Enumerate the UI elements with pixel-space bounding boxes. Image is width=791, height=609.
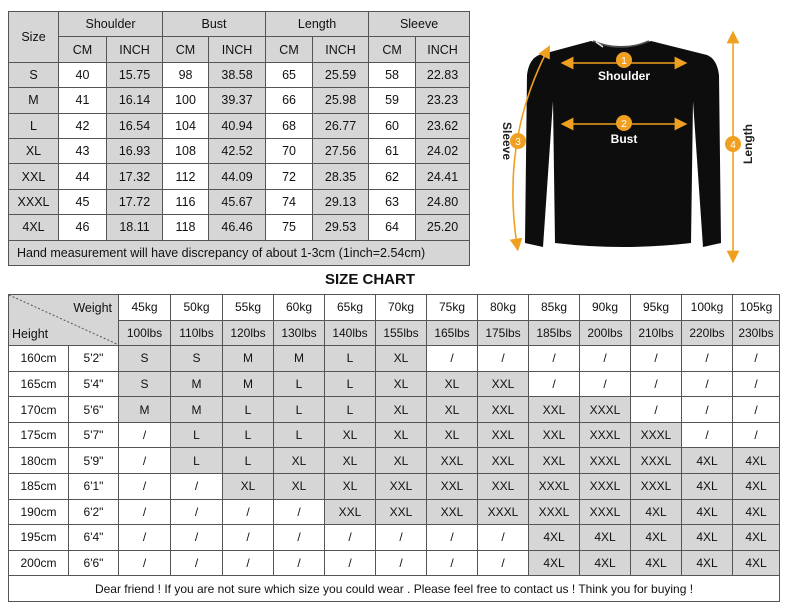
weight-kg-header: 50kg xyxy=(171,295,223,321)
size-recommendation-cell: / xyxy=(274,550,325,576)
weight-lbs-header: 175lbs xyxy=(478,320,529,346)
size-recommendation-cell: / xyxy=(733,422,780,448)
measurement-value: 63 xyxy=(369,189,416,214)
size-recommendation-cell: / xyxy=(529,346,580,372)
unit-header: CM xyxy=(369,37,416,62)
size-recommendation-cell: L xyxy=(274,422,325,448)
measurement-value: 118 xyxy=(163,215,209,240)
size-recommendation-cell: XXL xyxy=(478,422,529,448)
measurement-value: 23.62 xyxy=(416,113,470,138)
size-recommendation-cell: / xyxy=(119,422,171,448)
measurement-value: 75 xyxy=(266,215,313,240)
height-cm-cell: 180cm xyxy=(9,448,69,474)
size-recommendation-cell: / xyxy=(274,499,325,525)
size-recommendation-cell: XXL xyxy=(478,448,529,474)
size-recommendation-cell: L xyxy=(325,346,376,372)
weight-kg-header: 75kg xyxy=(427,295,478,321)
size-recommendation-cell: S xyxy=(171,346,223,372)
size-recommendation-cell: / xyxy=(376,550,427,576)
size-recommendation-cell: XL xyxy=(325,422,376,448)
size-recommendation-cell: XXXL xyxy=(580,422,631,448)
measurement-value: 38.58 xyxy=(209,62,266,87)
size-recommendation-cell: / xyxy=(733,397,780,423)
sleeve-label: Sleeve xyxy=(500,121,514,161)
size-cell: S xyxy=(9,62,59,87)
size-recommendation-cell: L xyxy=(325,397,376,423)
size-recommendation-cell: 4XL xyxy=(682,448,733,474)
size-recommendation-cell: XXXL xyxy=(631,422,682,448)
measurement-value: 23.23 xyxy=(416,88,470,113)
size-recommendation-cell: / xyxy=(529,371,580,397)
height-cm-cell: 175cm xyxy=(9,422,69,448)
size-header: Size xyxy=(9,12,59,63)
measurement-value: 100 xyxy=(163,88,209,113)
size-chart-row xyxy=(9,397,780,423)
height-ft-cell: 6'2" xyxy=(69,499,119,525)
shoulder-label: Shoulder xyxy=(597,69,651,83)
measurement-value: 18.11 xyxy=(107,215,163,240)
size-recommendation-cell: / xyxy=(223,499,274,525)
size-recommendation-cell: XXL xyxy=(376,474,427,500)
size-recommendation-cell: / xyxy=(631,346,682,372)
size-recommendation-cell: L xyxy=(223,397,274,423)
measurement-value: 40.94 xyxy=(209,113,266,138)
size-recommendation-cell: M xyxy=(171,371,223,397)
size-recommendation-cell: 4XL xyxy=(733,550,780,576)
height-ft-cell: 5'9" xyxy=(69,448,119,474)
garment-diagram-svg xyxy=(471,11,781,266)
size-chart-row xyxy=(9,448,780,474)
measurement-value: 46.46 xyxy=(209,215,266,240)
size-recommendation-cell: XL xyxy=(427,397,478,423)
height-cm-cell: 160cm xyxy=(9,346,69,372)
sleeve-number: 3 xyxy=(515,137,521,148)
bust-number: 2 xyxy=(621,119,627,130)
measurement-row xyxy=(9,138,470,163)
height-ft-cell: 5'4" xyxy=(69,371,119,397)
size-cell: M xyxy=(9,88,59,113)
measurement-value: 42 xyxy=(59,113,107,138)
size-recommendation-cell: / xyxy=(119,525,171,551)
size-recommendation-cell: / xyxy=(119,474,171,500)
size-recommendation-cell: 4XL xyxy=(682,550,733,576)
height-ft-cell: 6'4" xyxy=(69,525,119,551)
size-recommendation-cell: / xyxy=(631,397,682,423)
size-recommendation-cell: S xyxy=(119,346,171,372)
size-recommendation-cell: XXL xyxy=(529,448,580,474)
size-recommendation-cell: / xyxy=(171,474,223,500)
size-recommendation-cell: XXXL xyxy=(580,499,631,525)
measurement-value: 22.83 xyxy=(416,62,470,87)
size-recommendation-cell: / xyxy=(427,525,478,551)
weight-lbs-header: 130lbs xyxy=(274,320,325,346)
measurement-value: 44 xyxy=(59,164,107,189)
size-recommendation-cell: / xyxy=(376,525,427,551)
size-recommendation-cell: 4XL xyxy=(631,499,682,525)
size-recommendation-cell: / xyxy=(119,550,171,576)
unit-header: INCH xyxy=(107,37,163,62)
size-recommendation-cell: XXXL xyxy=(631,474,682,500)
measurement-value: 41 xyxy=(59,88,107,113)
size-recommendation-cell: XXXL xyxy=(529,474,580,500)
size-recommendation-cell: 4XL xyxy=(631,525,682,551)
size-recommendation-cell: / xyxy=(427,550,478,576)
height-cm-cell: 165cm xyxy=(9,371,69,397)
bust-label: Bust xyxy=(610,132,638,146)
unit-header: CM xyxy=(59,37,107,62)
weight-lbs-header: 185lbs xyxy=(529,320,580,346)
size-recommendation-cell: XXL xyxy=(529,397,580,423)
size-recommendation-cell: / xyxy=(119,499,171,525)
weight-kg-header: 60kg xyxy=(274,295,325,321)
size-recommendation-cell: 4XL xyxy=(631,550,682,576)
size-chart-row xyxy=(9,550,780,576)
measurement-value: 45 xyxy=(59,189,107,214)
size-chart-row xyxy=(9,422,780,448)
size-recommendation-cell: / xyxy=(478,346,529,372)
measurement-value: 16.54 xyxy=(107,113,163,138)
size-recommendation-cell: L xyxy=(171,422,223,448)
size-recommendation-cell: S xyxy=(119,371,171,397)
size-recommendation-cell: XL xyxy=(274,448,325,474)
length-number: 4 xyxy=(730,140,736,151)
measurement-value: 68 xyxy=(266,113,313,138)
size-chart-row xyxy=(9,525,780,551)
weight-kg-header: 90kg xyxy=(580,295,631,321)
size-cell: XXL xyxy=(9,164,59,189)
size-recommendation-cell: XXL xyxy=(529,422,580,448)
size-recommendation-cell: XL xyxy=(376,371,427,397)
measurement-value: 116 xyxy=(163,189,209,214)
size-recommendation-cell: M xyxy=(274,346,325,372)
size-recommendation-cell: / xyxy=(274,525,325,551)
measure-group-header: Length xyxy=(266,12,369,37)
weight-lbs-header: 230lbs xyxy=(733,320,780,346)
size-recommendation-cell: / xyxy=(171,525,223,551)
size-recommendation-cell: M xyxy=(223,371,274,397)
size-recommendation-cell: XXL xyxy=(427,448,478,474)
size-recommendation-cell: XXL xyxy=(325,499,376,525)
size-recommendation-cell: / xyxy=(733,346,780,372)
size-recommendation-cell: 4XL xyxy=(733,525,780,551)
weight-lbs-header: 220lbs xyxy=(682,320,733,346)
size-chart-table xyxy=(8,294,780,602)
measurement-value: 16.93 xyxy=(107,138,163,163)
measurement-value: 15.75 xyxy=(107,62,163,87)
measurement-value: 24.41 xyxy=(416,164,470,189)
measurement-value: 45.67 xyxy=(209,189,266,214)
height-cm-cell: 200cm xyxy=(9,550,69,576)
measurement-row xyxy=(9,215,470,240)
size-recommendation-cell: XXXL xyxy=(580,474,631,500)
measurement-row xyxy=(9,88,470,113)
height-cm-cell: 170cm xyxy=(9,397,69,423)
weight-lbs-header: 120lbs xyxy=(223,320,274,346)
measurement-value: 65 xyxy=(266,62,313,87)
size-recommendation-cell: XL xyxy=(376,397,427,423)
weight-lbs-header: 110lbs xyxy=(171,320,223,346)
size-recommendation-cell: XXL xyxy=(427,474,478,500)
unit-header: INCH xyxy=(416,37,470,62)
weight-lbs-header: 200lbs xyxy=(580,320,631,346)
measurement-value: 17.72 xyxy=(107,189,163,214)
size-recommendation-cell: / xyxy=(682,371,733,397)
size-recommendation-cell: / xyxy=(682,422,733,448)
size-recommendation-cell: / xyxy=(478,550,529,576)
measurement-value: 98 xyxy=(163,62,209,87)
unit-header: INCH xyxy=(209,37,266,62)
size-cell: 4XL xyxy=(9,215,59,240)
unit-header: CM xyxy=(163,37,209,62)
size-recommendation-cell: / xyxy=(631,371,682,397)
size-recommendation-cell: 4XL xyxy=(682,499,733,525)
measurement-value: 108 xyxy=(163,138,209,163)
shoulder-number: 1 xyxy=(621,56,627,67)
measurement-value: 16.14 xyxy=(107,88,163,113)
measurement-value: 58 xyxy=(369,62,416,87)
weight-lbs-header: 155lbs xyxy=(376,320,427,346)
size-recommendation-cell: / xyxy=(427,346,478,372)
height-axis-label: Height xyxy=(12,327,49,342)
size-recommendation-cell: / xyxy=(223,525,274,551)
size-cell: XXXL xyxy=(9,189,59,214)
size-recommendation-cell: XXXL xyxy=(580,448,631,474)
size-recommendation-cell: XXXL xyxy=(529,499,580,525)
size-recommendation-cell: XXL xyxy=(478,371,529,397)
size-recommendation-cell: 4XL xyxy=(529,550,580,576)
size-recommendation-cell: XL xyxy=(325,474,376,500)
size-recommendation-cell: XXXL xyxy=(478,499,529,525)
measurement-value: 112 xyxy=(163,164,209,189)
measurement-table xyxy=(8,11,470,266)
size-recommendation-cell: / xyxy=(223,550,274,576)
size-recommendation-cell: M xyxy=(223,346,274,372)
size-recommendation-cell: M xyxy=(119,397,171,423)
size-recommendation-cell: L xyxy=(223,448,274,474)
measurement-value: 72 xyxy=(266,164,313,189)
size-recommendation-cell: L xyxy=(171,448,223,474)
weight-lbs-header: 210lbs xyxy=(631,320,682,346)
height-cm-cell: 195cm xyxy=(9,525,69,551)
measurement-value: 17.32 xyxy=(107,164,163,189)
size-recommendation-cell: L xyxy=(223,422,274,448)
size-chart-row xyxy=(9,371,780,397)
size-recommendation-cell: / xyxy=(478,525,529,551)
size-recommendation-cell: 4XL xyxy=(529,525,580,551)
measurement-row xyxy=(9,113,470,138)
height-ft-cell: 6'6" xyxy=(69,550,119,576)
size-recommendation-cell: / xyxy=(171,550,223,576)
size-recommendation-cell: XL xyxy=(223,474,274,500)
weight-kg-header: 70kg xyxy=(376,295,427,321)
measurement-value: 25.59 xyxy=(313,62,369,87)
measurement-value: 25.20 xyxy=(416,215,470,240)
measurement-value: 62 xyxy=(369,164,416,189)
size-recommendation-cell: M xyxy=(171,397,223,423)
size-recommendation-cell: / xyxy=(682,346,733,372)
weight-kg-header: 100kg xyxy=(682,295,733,321)
measurement-value: 61 xyxy=(369,138,416,163)
measurement-value: 59 xyxy=(369,88,416,113)
measurement-value: 24.02 xyxy=(416,138,470,163)
size-cell: XL xyxy=(9,138,59,163)
size-recommendation-cell: XXXL xyxy=(631,448,682,474)
size-recommendation-cell: 4XL xyxy=(580,525,631,551)
weight-axis-label: Weight xyxy=(73,301,112,315)
size-recommendation-cell: XL xyxy=(427,371,478,397)
size-chart-title: SIZE CHART xyxy=(325,271,415,288)
measurement-value: 66 xyxy=(266,88,313,113)
measurement-row xyxy=(9,62,470,87)
size-recommendation-cell: / xyxy=(580,346,631,372)
size-recommendation-cell: XXL xyxy=(478,474,529,500)
size-recommendation-cell: / xyxy=(119,448,171,474)
weight-kg-header: 65kg xyxy=(325,295,376,321)
size-recommendation-cell: 4XL xyxy=(733,499,780,525)
measurement-value: 64 xyxy=(369,215,416,240)
measurement-value: 25.98 xyxy=(313,88,369,113)
weight-lbs-header: 100lbs xyxy=(119,320,171,346)
measurement-value: 74 xyxy=(266,189,313,214)
size-chart-footer: Dear friend ! If you are not sure which size you could wear . Please feel free to contact us ! Think you for buying ! xyxy=(9,576,780,602)
size-chart-row xyxy=(9,346,780,372)
size-recommendation-cell: XXXL xyxy=(580,397,631,423)
measurement-value: 40 xyxy=(59,62,107,87)
weight-kg-header: 105kg xyxy=(733,295,780,321)
measurement-value: 43 xyxy=(59,138,107,163)
measurement-value: 29.13 xyxy=(313,189,369,214)
size-recommendation-cell: XL xyxy=(376,422,427,448)
measurement-value: 26.77 xyxy=(313,113,369,138)
weight-kg-header: 45kg xyxy=(119,295,171,321)
weight-kg-header: 95kg xyxy=(631,295,682,321)
height-ft-cell: 5'6" xyxy=(69,397,119,423)
measurement-value: 42.52 xyxy=(209,138,266,163)
measurement-value: 70 xyxy=(266,138,313,163)
measure-group-header: Bust xyxy=(163,12,266,37)
size-cell: L xyxy=(9,113,59,138)
size-recommendation-cell: 4XL xyxy=(682,525,733,551)
size-recommendation-cell: / xyxy=(325,525,376,551)
measurement-value: 60 xyxy=(369,113,416,138)
unit-header: CM xyxy=(266,37,313,62)
measurement-value: 39.37 xyxy=(209,88,266,113)
size-recommendation-cell: / xyxy=(325,550,376,576)
size-recommendation-cell: L xyxy=(325,371,376,397)
height-ft-cell: 5'2" xyxy=(69,346,119,372)
height-cm-cell: 185cm xyxy=(9,474,69,500)
weight-lbs-header: 140lbs xyxy=(325,320,376,346)
height-cm-cell: 190cm xyxy=(9,499,69,525)
measurement-row xyxy=(9,189,470,214)
height-ft-cell: 6'1" xyxy=(69,474,119,500)
measure-group-header: Shoulder xyxy=(59,12,163,37)
measurement-row xyxy=(9,164,470,189)
measurement-value: 46 xyxy=(59,215,107,240)
size-recommendation-cell: L xyxy=(274,371,325,397)
size-recommendation-cell: XL xyxy=(274,474,325,500)
measurement-value: 28.35 xyxy=(313,164,369,189)
measurement-value: 27.56 xyxy=(313,138,369,163)
size-recommendation-cell: / xyxy=(171,499,223,525)
size-chart-row xyxy=(9,499,780,525)
weight-kg-header: 80kg xyxy=(478,295,529,321)
size-recommendation-cell: XL xyxy=(427,422,478,448)
measurement-value: 104 xyxy=(163,113,209,138)
size-recommendation-cell: / xyxy=(682,397,733,423)
size-recommendation-cell: 4XL xyxy=(733,474,780,500)
weight-lbs-header: 165lbs xyxy=(427,320,478,346)
size-recommendation-cell: 4XL xyxy=(580,550,631,576)
weight-height-corner xyxy=(9,295,119,346)
measure-group-header: Sleeve xyxy=(369,12,470,37)
size-recommendation-cell: 4XL xyxy=(682,474,733,500)
measurement-value: 29.53 xyxy=(313,215,369,240)
size-recommendation-cell: L xyxy=(274,397,325,423)
size-recommendation-cell: XXL xyxy=(427,499,478,525)
size-recommendation-cell: 4XL xyxy=(733,448,780,474)
size-recommendation-cell: XL xyxy=(376,346,427,372)
size-chart-row xyxy=(9,474,780,500)
unit-header: INCH xyxy=(313,37,369,62)
weight-kg-header: 85kg xyxy=(529,295,580,321)
size-recommendation-cell: XL xyxy=(376,448,427,474)
measurement-value: 44.09 xyxy=(209,164,266,189)
measurement-note: Hand measurement will have discrepancy of about 1-3cm (1inch=2.54cm) xyxy=(9,240,470,265)
weight-kg-header: 55kg xyxy=(223,295,274,321)
size-recommendation-cell: / xyxy=(580,371,631,397)
size-recommendation-cell: XXL xyxy=(478,397,529,423)
size-recommendation-cell: / xyxy=(733,371,780,397)
length-label: Length xyxy=(741,124,755,164)
size-recommendation-cell: XL xyxy=(325,448,376,474)
garment-diagram xyxy=(471,11,781,266)
size-recommendation-cell: XXL xyxy=(376,499,427,525)
measurement-value: 24.80 xyxy=(416,189,470,214)
height-ft-cell: 5'7" xyxy=(69,422,119,448)
